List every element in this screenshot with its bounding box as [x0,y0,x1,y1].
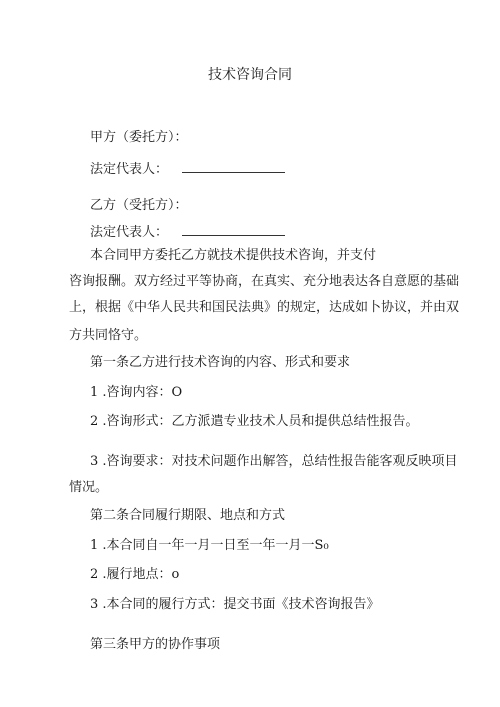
article-1-item-3-cont: 情况。 [69,480,109,495]
article-1-item-3: 3 .咨询要求：对技术问题作出解答，总结性报告能客观反映项目 [90,454,458,469]
article-3-heading: 第三条甲方的协作事项 [90,637,221,652]
party-a-rep-blank [182,161,285,173]
intro-line-3: 上，根据《中华人民共和国民法典》的规定，达成如卜协议，并由双 [69,300,460,315]
article-2-item-2: 2 .履行地点：o [90,567,180,582]
article-2-item-1: 1 .本合同自一年一月一日至一年一月一S₀ [90,538,329,553]
article-1-heading: 第一条乙方进行技术咨询的内容、形式和要求 [90,355,351,370]
party-b-rep-label: 法定代表人： [90,225,169,240]
document-title: 技术咨询合同 [208,67,292,83]
party-a-rep-label: 法定代表人： [90,162,169,177]
party-a-rep-line [90,161,285,178]
intro-line-1: 本合同甲方委托乙方就技术提供技术咨询，并支付 [90,248,377,263]
party-b-rep-blank [182,224,285,236]
party-b-label: 乙方（受托方）： [90,198,188,213]
party-b-rep-line [90,224,285,241]
intro-line-2: 咨询报酬。双方经过平等协商，在真实、充分地表达各自意愿的基础 [69,274,460,289]
intro-line-4: 方共同恪守。 [69,328,148,343]
party-a-label: 甲方（委托方）： [90,130,188,145]
article-2-heading: 第二条合同履行期限、地点和方式 [90,508,286,523]
article-1-item-2: 2 .咨询形式：乙方派遣专业技术人员和提供总结性报告。 [90,414,419,429]
article-2-item-3: 3 .本合同的履行方式：提交书面《技术咨询报告》 [90,597,380,612]
article-1-item-1: 1 .咨询内容：O [90,385,183,400]
